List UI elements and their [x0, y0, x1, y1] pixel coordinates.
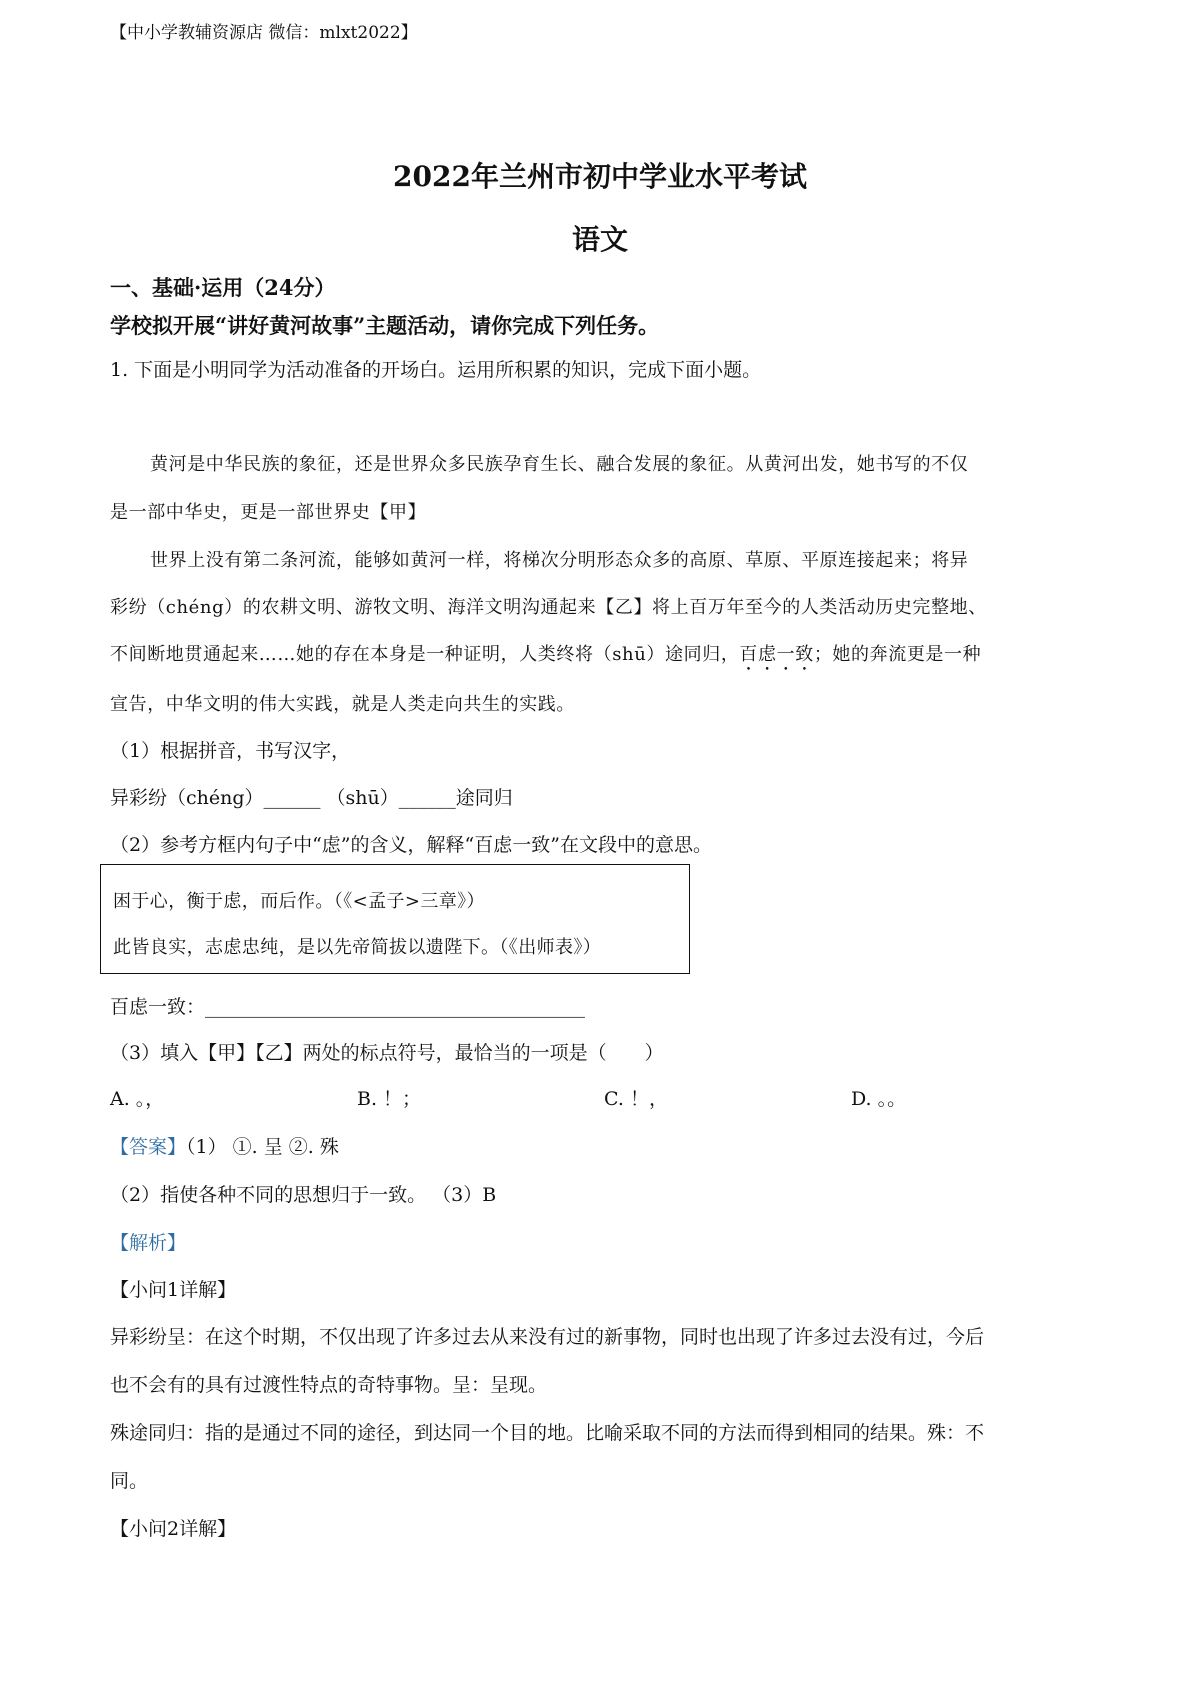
subquestion-3: （3）填入【甲】【乙】两处的标点符号，最恰当的一项是（ ） [110, 1042, 664, 1064]
question-1-intro: 1. 下面是小明同学为活动准备的开场白。运用所积累的知识，完成下面小题。 [110, 359, 762, 381]
detail-1-label: 【小问1详解】 [110, 1279, 237, 1301]
detail-1-text: 异彩纷呈：在这个时期，不仅出现了许多过去从来没有过的新事物，同时也出现了许多过去没有过，今后 [110, 1326, 985, 1348]
passage-line: 彩纷（chéng）的农耕文明、游牧文明、海洋文明沟通起来【乙】将上百万年至今的人类活动历史完整地、 [110, 597, 987, 618]
header-note: 【中小学教辅资源店 微信：mlxt2022】 [110, 23, 418, 43]
reference-box [100, 864, 690, 974]
analysis-label: 【解析】 [110, 1232, 187, 1254]
passage-line: 世界上没有第二条河流，能够如黄河一样，将梯次分明形态众多的高原、草原、平原连接起来；将异 [150, 550, 969, 571]
option-d: D. 。。 [851, 1088, 907, 1110]
subquestion-1-blanks: 异彩纷（chéng）______ （shū）______途同归 [110, 787, 513, 809]
option-b: B. ！； [357, 1088, 422, 1110]
task-statement: 学校拟开展“讲好黄河故事”主题活动，请你完成下列任务。 [110, 313, 660, 338]
answer-text: （1） ①. 呈 ②. 殊 [186, 1136, 339, 1158]
exam-title: 2022年兰州市初中学业水平考试 [393, 160, 807, 193]
option-c: C. ！， [604, 1088, 668, 1110]
passage-text: 不间断地贯通起来……她的存在本身是一种证明，人类终将（shū）途同归， [110, 644, 740, 665]
answer-line-2: （2）指使各种不同的思想归于一致。 （3）B [110, 1184, 497, 1206]
subquestion-1: （1）根据拼音，书写汉字， [110, 740, 351, 762]
passage-text: ；她的奔流更是一种 [813, 644, 982, 665]
passage-line [110, 640, 981, 675]
answer-blank-line: 百虑一致：________________________________________ [110, 996, 586, 1018]
option-a: A. 。， [110, 1088, 165, 1110]
detail-1-text: 同。 [110, 1470, 149, 1492]
detail-1-text: 殊途同归：指的是通过不同的途径，到达同一个目的地。比喻采取不同的方法而得到相同的结果。殊：不 [110, 1422, 985, 1444]
answer-row [110, 1132, 339, 1159]
section-heading: 一、基础·运用（24分） [110, 275, 336, 300]
passage-line: 宣告，中华文明的伟大实践，就是人类走向共生的实践。 [110, 694, 575, 715]
reference-quote-1: 困于心，衡于虑，而后作。（《<孟子>三章》） [113, 891, 485, 912]
passage-line: 是一部中华史，更是一部世界史【甲】 [110, 502, 427, 523]
subject-title: 语文 [571, 223, 628, 256]
passage-line: 黄河是中华民族的象征，还是世界众多民族孕育生长、融合发展的象征。从黄河出发，她书写的不仅 [150, 454, 969, 475]
detail-1-text: 也不会有的具有过渡性特点的奇特事物。呈：呈现。 [110, 1374, 548, 1396]
emphasized-phrase: 百虑一致 [739, 644, 814, 665]
subquestion-2: （2）参考方框内句子中“虑”的含义，解释“百虑一致”在文段中的意思。 [110, 834, 712, 856]
answer-label: 【答案】 [110, 1136, 187, 1158]
detail-2-label: 【小问2详解】 [110, 1518, 237, 1540]
reference-quote-2: 此皆良实，志虑忠纯，是以先帝简拔以遗陛下。（《出师表》） [113, 937, 602, 958]
